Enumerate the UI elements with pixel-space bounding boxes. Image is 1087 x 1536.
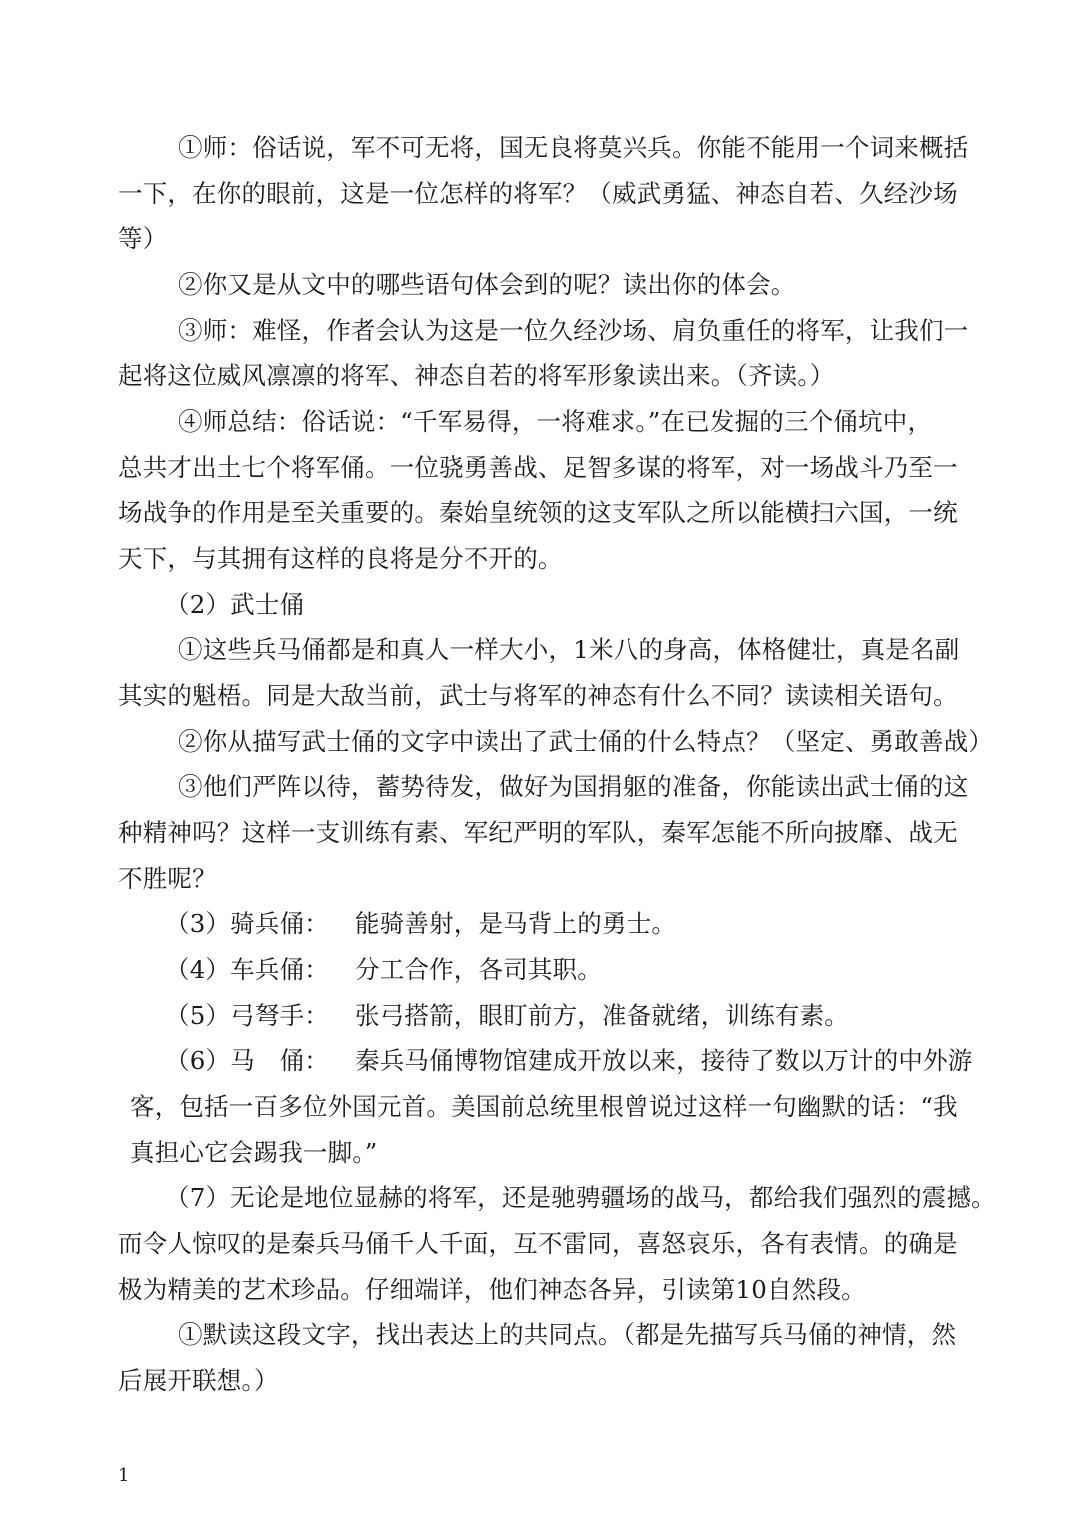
item-text: 分工合作，各司其职。 (355, 955, 602, 984)
paragraph-line: 等） (118, 224, 168, 253)
paragraph-line: 起将这位威风凛凛的将军、神态自若的将军形象读出来。（齐读。） (118, 361, 835, 390)
paragraph-line: 种精神吗？这样一支训练有素、军纪严明的军队，秦军怎能不所向披靡、战无 (118, 818, 958, 847)
item-label: （4）车兵俑： (165, 955, 329, 984)
section-heading: （2）武士俑 (165, 590, 305, 619)
item-text: 张弓搭箭，眼盯前方，准备就绪，训练有素。 (355, 1001, 849, 1030)
paragraph-line: 而令人惊叹的是秦兵马俑千人千面，互不雷同，喜怒哀乐，各有表情。的确是 (118, 1229, 958, 1258)
item-label: （3）骑兵俑： (165, 909, 329, 938)
paragraph-line: ③师：难怪，作者会认为这是一位久经沙场、肩负重任的将军，让我们一 (178, 316, 969, 345)
paragraph-line: 场战争的作用是至关重要的。秦始皇统领的这支军队之所以能横扫六国，一统 (118, 498, 958, 527)
list-item (165, 999, 980, 1033)
paragraph-line: 客，包括一百多位外国元首。美国前总统里根曾说过这样一句幽默的话：“我 (130, 1092, 958, 1121)
list-item (165, 907, 980, 941)
paragraph-line: 极为精美的艺术珍品。仔细端详，他们神态各异，引读第10自然段。 (118, 1275, 866, 1304)
paragraph-line: ①默读这段文字，找出表达上的共同点。（都是先描写兵马俑的神情，然 (178, 1320, 957, 1349)
list-item (165, 953, 980, 987)
item-label: （6）马 俑： (165, 1046, 329, 1075)
list-item (165, 1044, 980, 1078)
paragraph-line: ③他们严阵以待，蓄势待发，做好为国捐躯的准备，你能读出武士俑的这 (178, 772, 969, 801)
paragraph-line: ①师：俗话说，军不可无将，国无良将莫兴兵。你能不能用一个词来概括 (178, 133, 969, 162)
item-text: 秦兵马俑博物馆建成开放以来，接待了数以万计的中外游 (355, 1046, 973, 1075)
paragraph-line: 真担心它会踢我一脚。” (130, 1138, 378, 1167)
paragraph-line: 天下，与其拥有这样的良将是分不开的。 (118, 544, 563, 573)
paragraph-line: ④师总结：俗话说：“千军易得，一将难求。”在已发掘的三个俑坑中， (178, 407, 933, 436)
item-text: 能骑善射，是马背上的勇士。 (355, 909, 677, 938)
paragraph-line: ②你又是从文中的哪些语句体会到的呢？读出你的体会。 (178, 270, 796, 299)
paragraph-line: 后展开联想。） (118, 1366, 279, 1395)
paragraph-line: 总共才出土七个将军俑。一位骁勇善战、足智多谋的将军，对一场战斗乃至一 (118, 453, 958, 482)
paragraph-line: 不胜呢？ (118, 864, 217, 893)
paragraph-line: ①这些兵马俑都是和真人一样大小，1米八的身高，体格健壮，真是名副 (178, 635, 960, 664)
item-label: （5）弓弩手： (165, 1001, 329, 1030)
paragraph-line: ②你从描写武士俑的文字中读出了武士俑的什么特点？（坚定、勇敢善战） (178, 727, 994, 756)
paragraph-line: 其实的魁梧。同是大敌当前，武士与将军的神态有什么不同？读读相关语句。 (118, 681, 958, 710)
paragraph-line: 一下，在你的眼前，这是一位怎样的将军？（威武勇猛、神态自若、久经沙场 (118, 179, 958, 208)
page-number: 1 (118, 1465, 130, 1486)
paragraph-line: （7）无论是地位显赫的将军，还是驰骋疆场的战马，都给我们强烈的震撼。 (165, 1183, 996, 1212)
